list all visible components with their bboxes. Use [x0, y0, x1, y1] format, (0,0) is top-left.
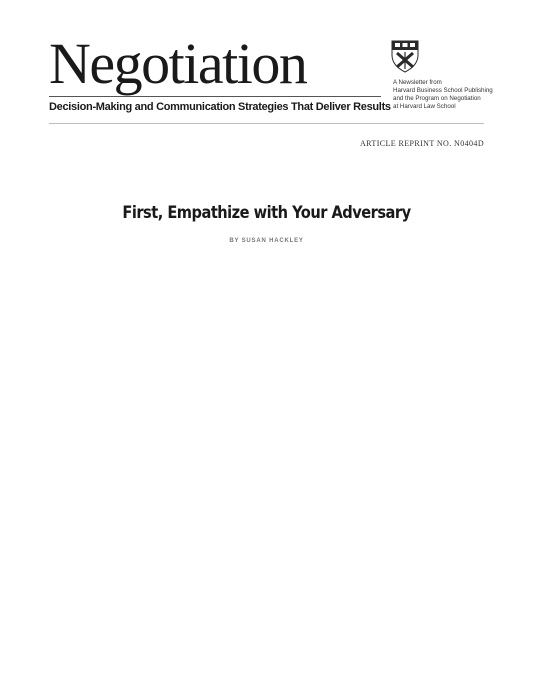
publisher-line: at Harvard Law School	[393, 103, 456, 110]
publisher-line: Harvard Business School Publishing	[393, 87, 493, 94]
article-title: First, Empathize with Your Adversary	[122, 203, 411, 223]
newsletter-title: Negotiation	[49, 31, 307, 96]
newsletter-tagline: Decision-Making and Communication Strategies That Deliver Results	[49, 101, 391, 113]
publisher-line: and the Program on Negotiation	[393, 95, 481, 102]
harvard-shield-icon	[391, 40, 419, 73]
publisher-note	[393, 79, 493, 111]
article-byline: BY SUSAN HACKLEY	[229, 238, 304, 244]
publisher-line: A Newsletter from	[393, 79, 442, 86]
header-divider	[49, 123, 484, 124]
reprint-number: ARTICLE REPRINT NO. N0404D	[360, 139, 484, 148]
masthead-divider	[49, 96, 381, 97]
